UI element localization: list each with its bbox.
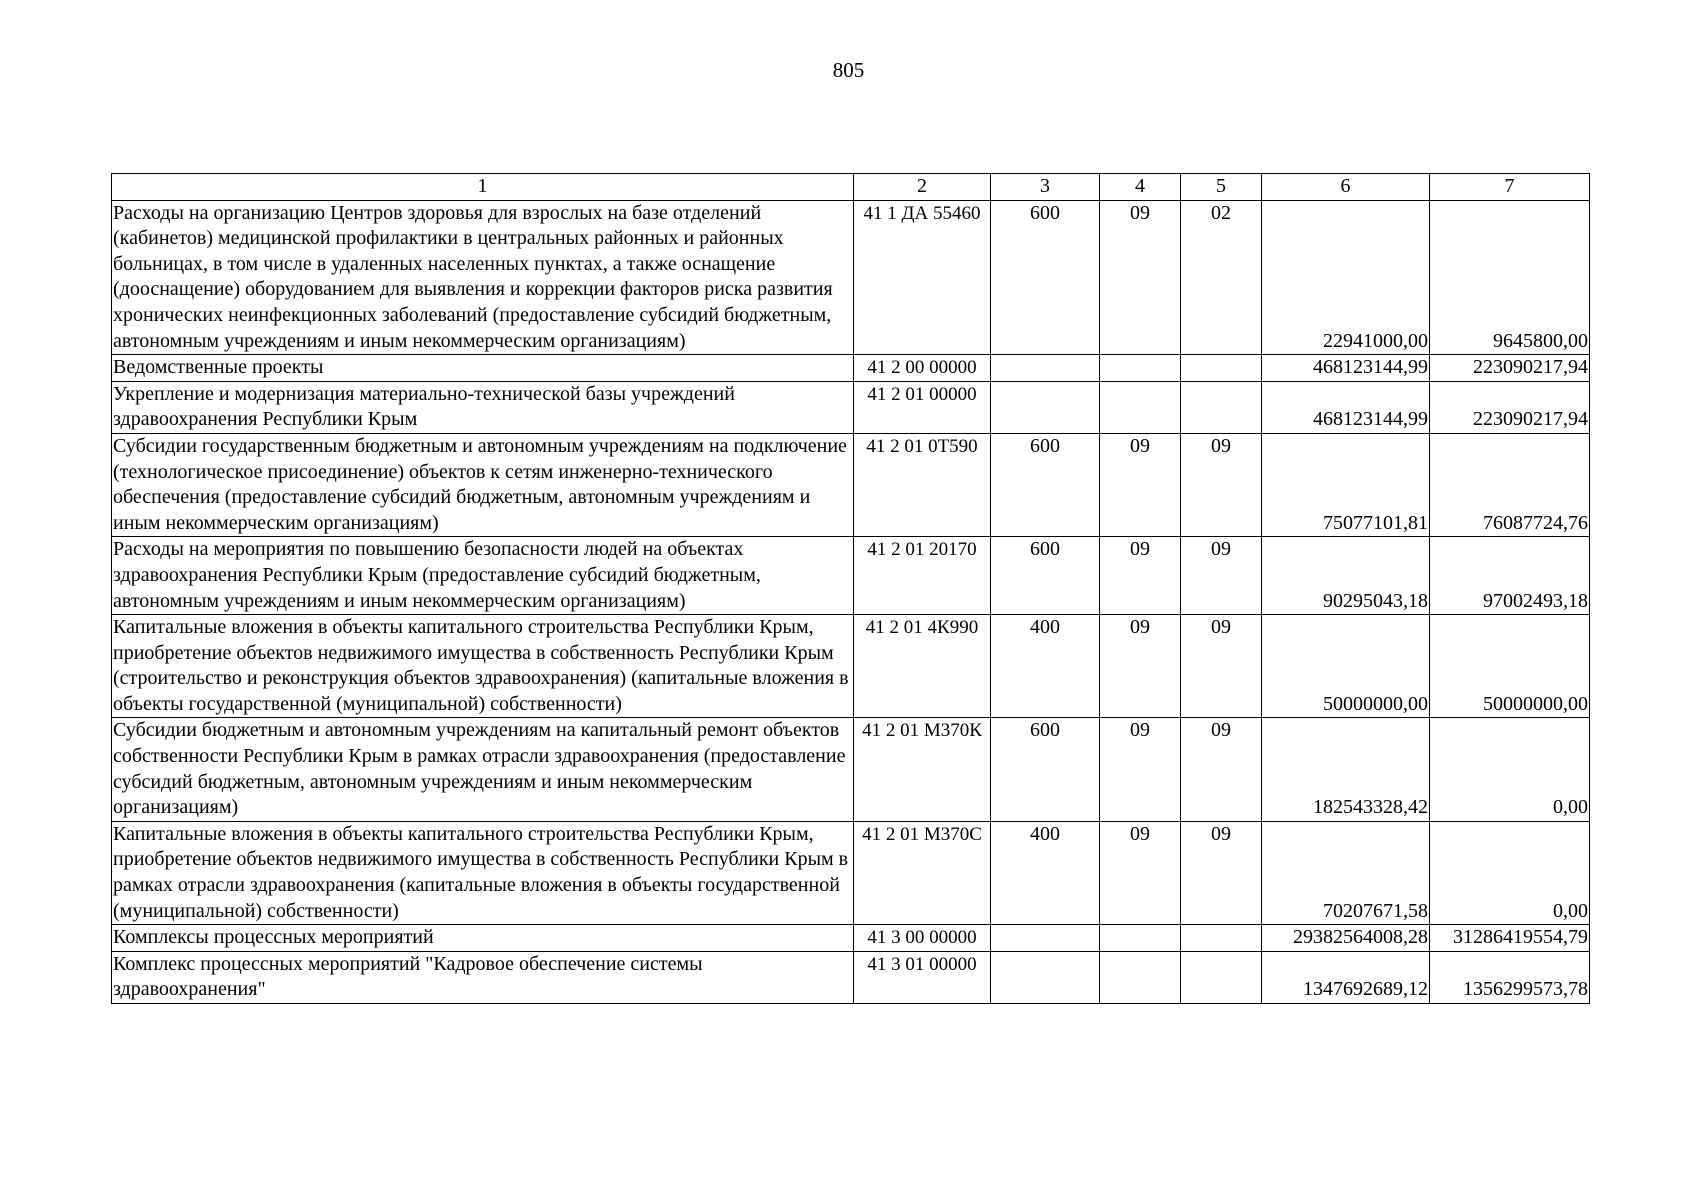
column-header-5: 5	[1181, 174, 1262, 201]
table-row	[112, 433, 1590, 536]
table-row	[112, 355, 1590, 382]
row-col4: 09	[1100, 718, 1181, 821]
row-col3: 400	[991, 615, 1100, 718]
row-amount-col7: 97002493,18	[1430, 537, 1590, 615]
row-amount-col7: 76087724,76	[1430, 433, 1590, 536]
header-row	[112, 174, 1590, 201]
row-code: 41 2 01 4К990	[854, 615, 991, 718]
row-col3: 600	[991, 200, 1100, 355]
row-amount-col7: 0,00	[1430, 821, 1590, 924]
row-code: 41 2 01 М370С	[854, 821, 991, 924]
row-name: Ведомственные проекты	[112, 355, 854, 382]
table-row	[112, 925, 1590, 952]
row-name: Капитальные вложения в объекты капитального строительства Республики Крым, приобретение объектов недвижимого имущества в собственность Республики Крым (строительство и реконструкция объектов здравоохранения) (капитальные вложения в объекты государственной (муниципальной) собственности)	[112, 615, 854, 718]
budget-table	[111, 173, 1590, 1004]
row-col4: 09	[1100, 537, 1181, 615]
row-col3: 600	[991, 718, 1100, 821]
row-name: Расходы на организацию Центров здоровья для взрослых на базе отделений (кабинетов) медицинской профилактики в центральных районных и районных больницах, в том числе в удаленных населенных пунктах, а также оснащение (дооснащение) оборудованием для выявления и коррекции факторов риска развития хронических неинфекционных заболеваний (предоставление субсидий бюджетным, автономным учреждениям и иным некоммерческим организациям)	[112, 200, 854, 355]
row-col4	[1100, 951, 1181, 1003]
row-col5: 09	[1181, 433, 1262, 536]
row-amount-col6: 75077101,81	[1262, 433, 1430, 536]
column-header-6: 6	[1262, 174, 1430, 201]
row-amount-col6: 1347692689,12	[1262, 951, 1430, 1003]
row-name: Комплекс процессных мероприятий "Кадровое обеспечение системы здравоохранения"	[112, 951, 854, 1003]
row-col5	[1181, 355, 1262, 382]
row-col5: 02	[1181, 200, 1262, 355]
row-col4	[1100, 925, 1181, 952]
table-row	[112, 200, 1590, 355]
column-header-3: 3	[991, 174, 1100, 201]
row-code: 41 2 01 0Т590	[854, 433, 991, 536]
row-amount-col6: 90295043,18	[1262, 537, 1430, 615]
row-col4: 09	[1100, 200, 1181, 355]
row-name: Субсидии бюджетным и автономным учреждениям на капитальный ремонт объектов собственности Республики Крым в рамках отрасли здравоохранения (предоставление субсидий бюджетным, автономным учреждениям и иным некоммерческим организациям)	[112, 718, 854, 821]
row-col3	[991, 381, 1100, 433]
table-row	[112, 718, 1590, 821]
table-row	[112, 537, 1590, 615]
row-col5	[1181, 381, 1262, 433]
row-amount-col6: 50000000,00	[1262, 615, 1430, 718]
row-code: 41 2 01 М370К	[854, 718, 991, 821]
column-header-7: 7	[1430, 174, 1590, 201]
row-name: Комплексы процессных мероприятий	[112, 925, 854, 952]
row-amount-col7: 223090217,94	[1430, 381, 1590, 433]
table-row	[112, 615, 1590, 718]
row-col5	[1181, 951, 1262, 1003]
page-number: 805	[832, 58, 865, 82]
row-amount-col6: 468123144,99	[1262, 355, 1430, 382]
row-col3	[991, 951, 1100, 1003]
row-amount-col7: 31286419554,79	[1430, 925, 1590, 952]
row-amount-col6: 468123144,99	[1262, 381, 1430, 433]
row-col3	[991, 355, 1100, 382]
row-amount-col7: 9645800,00	[1430, 200, 1590, 355]
row-col3	[991, 925, 1100, 952]
row-col5	[1181, 925, 1262, 952]
table-row	[112, 951, 1590, 1003]
row-amount-col7: 50000000,00	[1430, 615, 1590, 718]
row-col5: 09	[1181, 615, 1262, 718]
row-col5: 09	[1181, 718, 1262, 821]
row-amount-col6: 182543328,42	[1262, 718, 1430, 821]
row-col3: 600	[991, 433, 1100, 536]
table-row	[112, 381, 1590, 433]
row-code: 41 1 ДА 55460	[854, 200, 991, 355]
row-code: 41 2 00 00000	[854, 355, 991, 382]
row-amount-col7: 223090217,94	[1430, 355, 1590, 382]
row-code: 41 2 01 00000	[854, 381, 991, 433]
row-col5: 09	[1181, 537, 1262, 615]
row-col5: 09	[1181, 821, 1262, 924]
row-name: Капитальные вложения в объекты капитального строительства Республики Крым, приобретение объектов недвижимого имущества в собственность Республики Крым в рамках отрасли здравоохранения (капитальные вложения в объекты государственной (муниципальной) собственности)	[112, 821, 854, 924]
column-header-4: 4	[1100, 174, 1181, 201]
row-amount-col7: 0,00	[1430, 718, 1590, 821]
row-col4	[1100, 381, 1181, 433]
row-col4	[1100, 355, 1181, 382]
table-row	[112, 821, 1590, 924]
row-col4: 09	[1100, 821, 1181, 924]
row-amount-col6: 70207671,58	[1262, 821, 1430, 924]
row-code: 41 3 01 00000	[854, 951, 991, 1003]
row-name: Субсидии государственным бюджетным и автономным учреждениям на подключение (технологическое присоединение) объектов к сетям инженерно-технического обеспечения (предоставление субсидий бюджетным, автономным учреждениям и иным некоммерческим организациям)	[112, 433, 854, 536]
row-col4: 09	[1100, 433, 1181, 536]
row-amount-col6: 22941000,00	[1262, 200, 1430, 355]
row-code: 41 3 00 00000	[854, 925, 991, 952]
row-col3: 600	[991, 537, 1100, 615]
row-amount-col6: 29382564008,28	[1262, 925, 1430, 952]
row-amount-col7: 1356299573,78	[1430, 951, 1590, 1003]
row-col3: 400	[991, 821, 1100, 924]
row-col4: 09	[1100, 615, 1181, 718]
row-name: Укрепление и модернизация материально-технической базы учреждений здравоохранения Республики Крым	[112, 381, 854, 433]
row-code: 41 2 01 20170	[854, 537, 991, 615]
column-header-2: 2	[854, 174, 991, 201]
row-name: Расходы на мероприятия по повышению безопасности людей на объектах здравоохранения Республики Крым (предоставление субсидий бюджетным, автономным учреждениям и иным некоммерческим организациям)	[112, 537, 854, 615]
column-header-1: 1	[112, 174, 854, 201]
